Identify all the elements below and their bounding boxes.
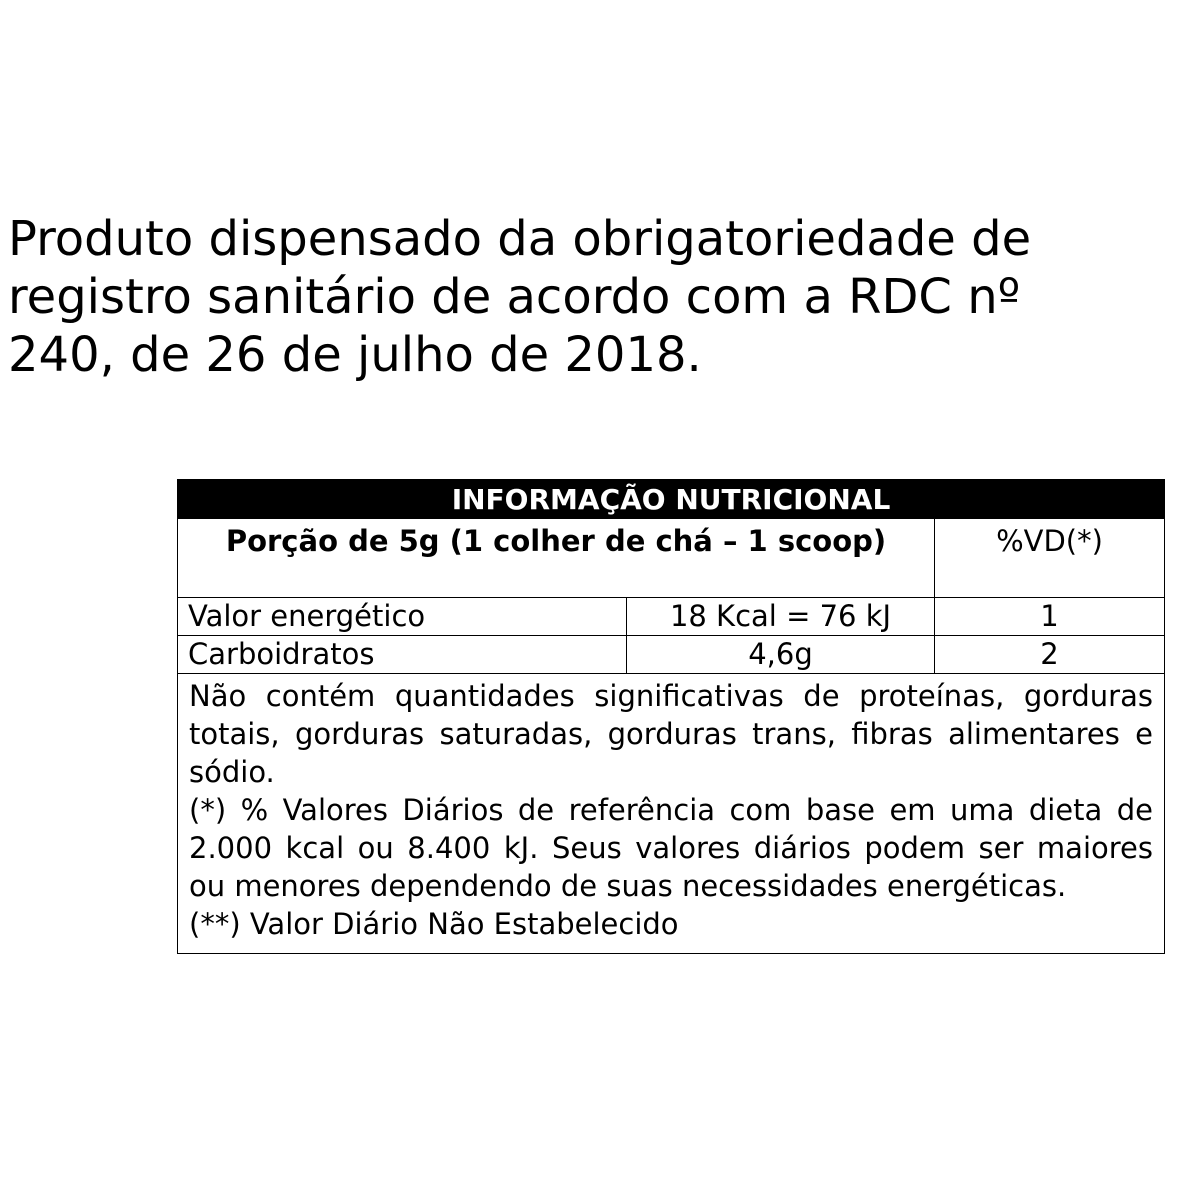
table-footnotes xyxy=(178,673,1164,953)
nutrient-vd: 2 xyxy=(934,636,1164,673)
notice-line-2: registro sanitário de acordo com a RDC nº xyxy=(8,269,1021,325)
portion-label: Porção de 5g (1 colher de chá – 1 scoop) xyxy=(225,524,887,558)
table-row xyxy=(178,635,1164,673)
notice-line-1: Produto dispensado da obrigatoriedade de xyxy=(8,211,1032,267)
regulatory-notice xyxy=(8,210,1198,384)
nutrient-amount: 4,6g xyxy=(626,636,934,673)
note-daily-values: (*) % Valores Diários de referência com base em uma dieta de 2.000 kcal ou 8.400 kJ. Seus valores diários podem ser maiores ou menores dependendo de suas necessidades energéticas. xyxy=(189,793,1153,903)
nutrition-facts-table xyxy=(177,479,1165,954)
table-title: INFORMAÇÃO NUTRICIONAL xyxy=(178,480,1164,518)
note-not-established: (**) Valor Diário Não Estabelecido xyxy=(189,907,679,941)
table-row xyxy=(178,597,1164,635)
portion-row xyxy=(178,518,1164,597)
vd-header: %VD(*) xyxy=(934,519,1164,597)
nutrient-name: Carboidratos xyxy=(188,637,375,671)
notice-line-3: 240, de 26 de julho de 2018. xyxy=(8,327,702,383)
note-insignificant-nutrients: Não contém quantidades significativas de proteínas, gorduras totais, gorduras saturadas, gorduras trans, fibras alimentares e sódio. xyxy=(189,679,1153,789)
nutrient-vd: 1 xyxy=(934,598,1164,635)
nutrient-name: Valor energético xyxy=(188,599,426,633)
nutrient-amount: 18 Kcal = 76 kJ xyxy=(626,598,934,635)
